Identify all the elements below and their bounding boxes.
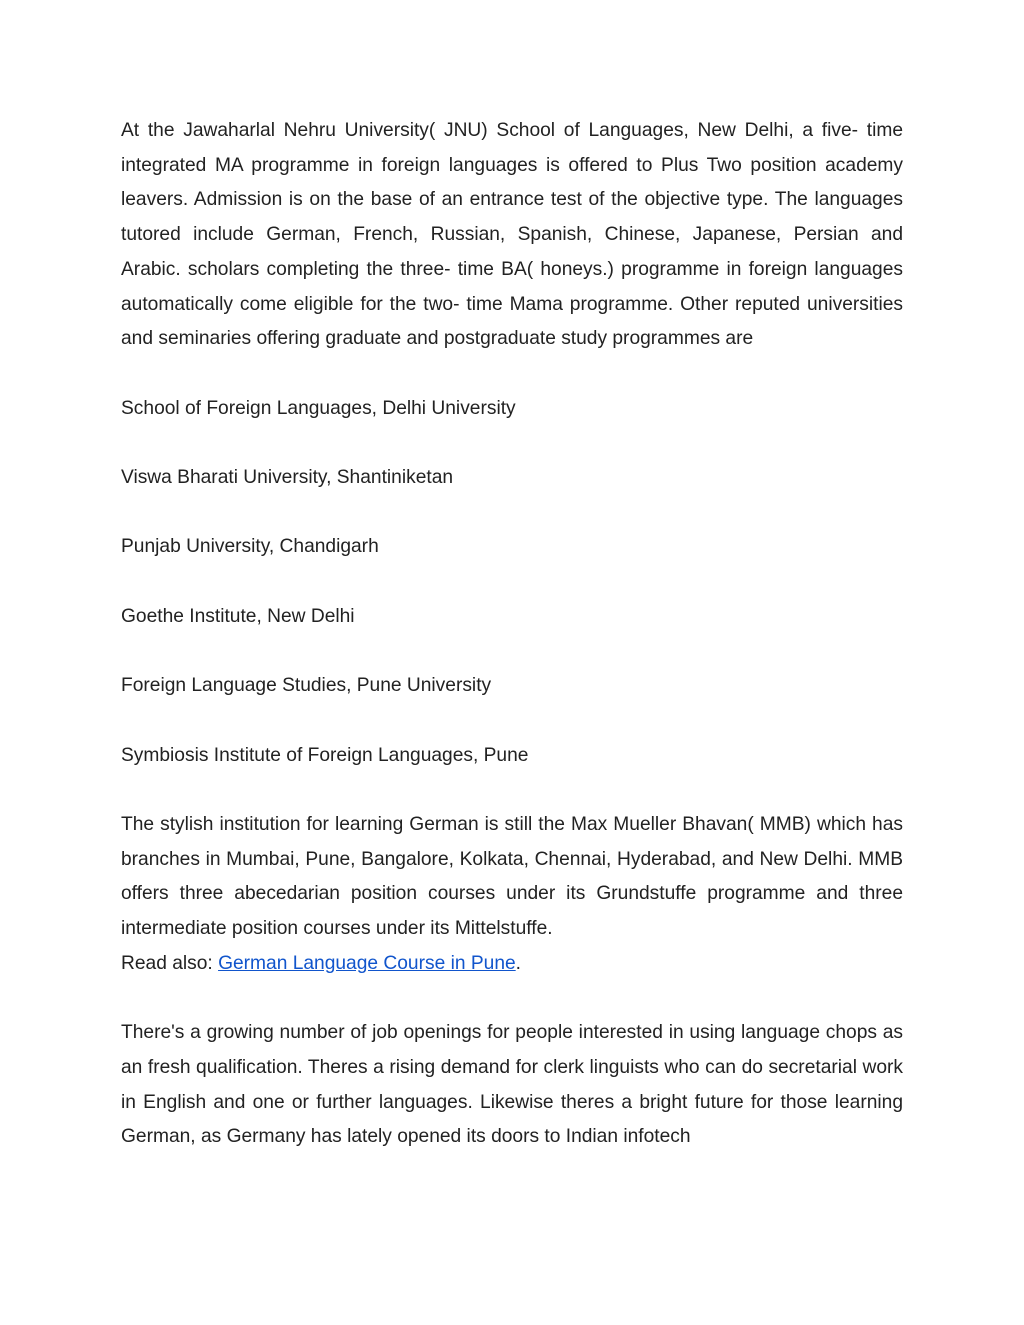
institution-item: Foreign Language Studies, Pune University (121, 675, 492, 697)
read-also-line (121, 947, 903, 982)
spacer (121, 357, 903, 392)
intro-paragraph: At the Jawaharlal Nehru University( JNU) School of Languages, New Delhi, a five- time integrated MA programme in foreign languages is offered to Plus Two position academy leavers. Admission is on the base of an entrance test of the objective type. The languages tutored include German, French, Russian, Spanish, Chinese, Japanese, Persian and Arabic. scholars completing the three- time BA( honeys.) programme in foreign languages automatically come eligible for the two- time Mama programme. Other reputed universities and seminaries offering graduate and postgraduate study programmes are (121, 120, 903, 350)
spacer (121, 773, 903, 808)
spacer (121, 704, 903, 739)
german-course-link[interactable]: German Language Course in Pune (218, 952, 516, 974)
institution-item: School of Foreign Languages, Delhi University (121, 397, 516, 419)
spacer (121, 426, 903, 461)
spacer (121, 565, 903, 600)
institution-item: Viswa Bharati University, Shantiniketan (121, 467, 454, 488)
institution-item: Punjab University, Chandigarh (121, 536, 379, 558)
mmb-paragraph: The stylish institution for learning German is still the Max Mueller Bhavan( MMB) which has branches in Mumbai, Pune, Bangalore, Kolkata, Chennai, Hyderabad, and New Delhi. MMB offers three abecedarian position courses under its Grundstuffe programme and three intermediate position courses under its Mittelstuffe. (121, 813, 903, 940)
institution-item: Goethe Institute, New Delhi (121, 605, 355, 627)
read-also-prefix: Read also: (121, 952, 219, 974)
spacer (121, 496, 903, 531)
institution-item: Symbiosis Institute of Foreign Languages, Pune (121, 744, 529, 766)
spacer (121, 634, 903, 669)
jobs-paragraph: There's a growing number of job openings for people interested in using language chops as an fresh qualification. Theres a rising demand for clerk linguists who can do secretarial work in English and one or further languages. Likewise theres a bright future for those learning German, as Germany has lately opened its doors to Indian infotech (121, 1022, 903, 1148)
spacer (121, 981, 903, 1016)
document-page (121, 114, 903, 1155)
read-also-suffix: . (515, 952, 522, 974)
